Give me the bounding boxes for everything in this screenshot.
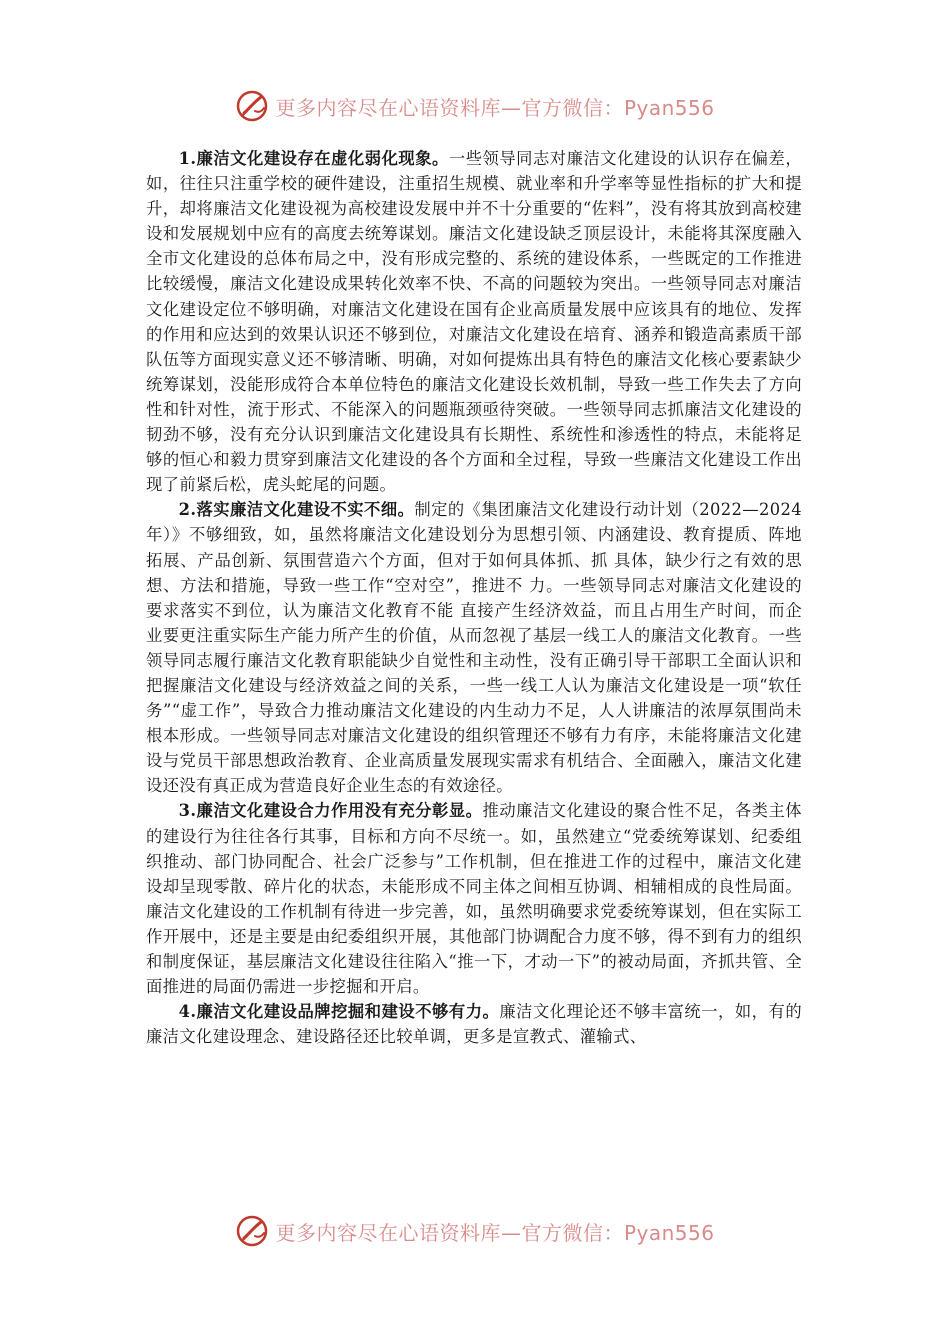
watermark-text: 更多内容尽在心语资料库—官方微信：Pyan556: [275, 95, 715, 120]
document-body: [146, 146, 802, 1049]
paragraph-heading: 1.廉洁文化建设存在虚化弱化现象。: [178, 149, 449, 168]
paragraph-text: 廉洁文化理论还不够丰富统一，如，有的廉洁文化建设理念、建设路径还比较单调，更多是宣教式、灌输式、: [146, 1002, 803, 1047]
paragraph-heading: 3.廉洁文化建设合力作用没有充分彰显。: [178, 801, 483, 821]
watermark-text: 更多内容尽在心语资料库—官方微信：Pyan556: [275, 1220, 715, 1245]
paragraph-3: [146, 798, 802, 999]
paragraph-text: 制定的《集团廉洁文化建设行动计划（2022—2024年）》不够细致，如，虽然将廉洁文化建设划分为思想引领、内涵建设、教育提质、阵地拓展、产品创新、氛围营造六个方面，但对于如何具体抓、抓 具体，缺少行之有效的思想、方法和措施，导致一些工作“空对空”，推进不 力。一些领导同志对廉洁文化建设的要求落实不到位，认为廉洁文化教育不能 直接产生经济效益，而且占用生产时间，而企业要更注重实际生产能力所产生的价值，从而忽视了基层一线工人的廉洁文化教育。一些领导同志履行廉洁文化教育职能缺少自觉性和主动性，没有正确引导干部职工全面认识和把握廉洁文化建设与经济效益之间的关系，一些一线工人认为廉洁文化建设是一项“软任务”“虚工作”，导致合力推动廉洁文化建设的内生动力不足，人人讲廉洁的浓厚氛围尚未根本形成。一些领导同志对廉洁文化建设的组织管理还不够有力有序，未能将廉洁文化建设与党员干部思想政治教育、企业高质量发展现实需求有机结合、全面融入，廉洁文化建设还没有真正成为营造良好企业生态的有效途径。: [146, 500, 802, 796]
paragraph-4: [146, 999, 802, 1049]
paragraph-text: 推动廉洁文化建设的聚合性不足，各类主体的建设行为往往各行其事，目标和方向不尽统一。如，虽然建立“党委统筹谋划、纪委组织推动、部门协同配合、社会广泛参与”工作机制，但在推进工作的过程中，廉洁文化建设却呈现零散、碎片化的状态，未能形成不同主体之间相互协调、相辅相成的良性局面。廉洁文化建设的工作机制有待进一步完善，如，虽然明确要求党委统筹谋划，但在实际工作开展中，还是主要是由纪委组织开展，其他部门协调配合力度不够，得不到有力的组织和制度保证，基层廉洁文化建设往往陷入“推一下，才动一下”的被动局面，齐抓共管、全面推进的局面仍需进一步挖掘和开启。: [146, 801, 802, 997]
paragraph-heading: 2.落实廉洁文化建设不实不细。: [178, 500, 415, 520]
paragraph-2: [146, 497, 802, 798]
footer-watermark: [0, 1211, 950, 1251]
pen-circle-logo-icon: [235, 1214, 269, 1248]
paragraph-heading: 4.廉洁文化建设品牌挖掘和建设不够有力。: [178, 1002, 500, 1022]
pen-circle-logo-icon: [235, 89, 269, 123]
header-watermark: [0, 86, 950, 126]
paragraph-text: 一些领导同志对廉洁文化建设的认识存在偏差，如，往往只注重学校的硬件建设，注重招生规模、就业率和升学率等显性指标的扩大和提升，却将廉洁文化建设视为高校建设发展中并不十分重要的“佐料”，没有将其放到高校建设和发展规划中应有的高度去统筹谋划。廉洁文化建设缺乏顶层设计，未能将其深度融入全市文化建设的总体布局之中，没有形成完整的、系统的建设体系，一些既定的工作推进比较缓慢，廉洁文化建设成果转化效率不快、不高的问题较为突出。一些领导同志对廉洁文化建设定位不够明确，对廉洁文化建设在国有企业高质量发展中应该具有的地位、发挥的作用和应达到的效果认识还不够到位，对廉洁文化建设在培育、涵养和锻造高素质干部队伍等方面现实意义还不够清晰、明确，对如何提炼出具有特色的廉洁文化核心要素缺少统筹谋划，没能形成符合本单位特色的廉洁文化建设长效机制，导致一些工作失去了方向性和针对性，流于形式、不能深入的问题瓶颈亟待突破。一些领导同志抓廉洁文化建设的韧劲不够，没有充分认识到廉洁文化建设具有长期性、系统性和渗透性的特点，未能将足够的恒心和毅力贯穿到廉洁文化建设的各个方面和全过程，导致一些廉洁文化建设工作出现了前紧后松，虎头蛇尾的问题。: [146, 149, 802, 495]
paragraph-1: [146, 146, 802, 497]
